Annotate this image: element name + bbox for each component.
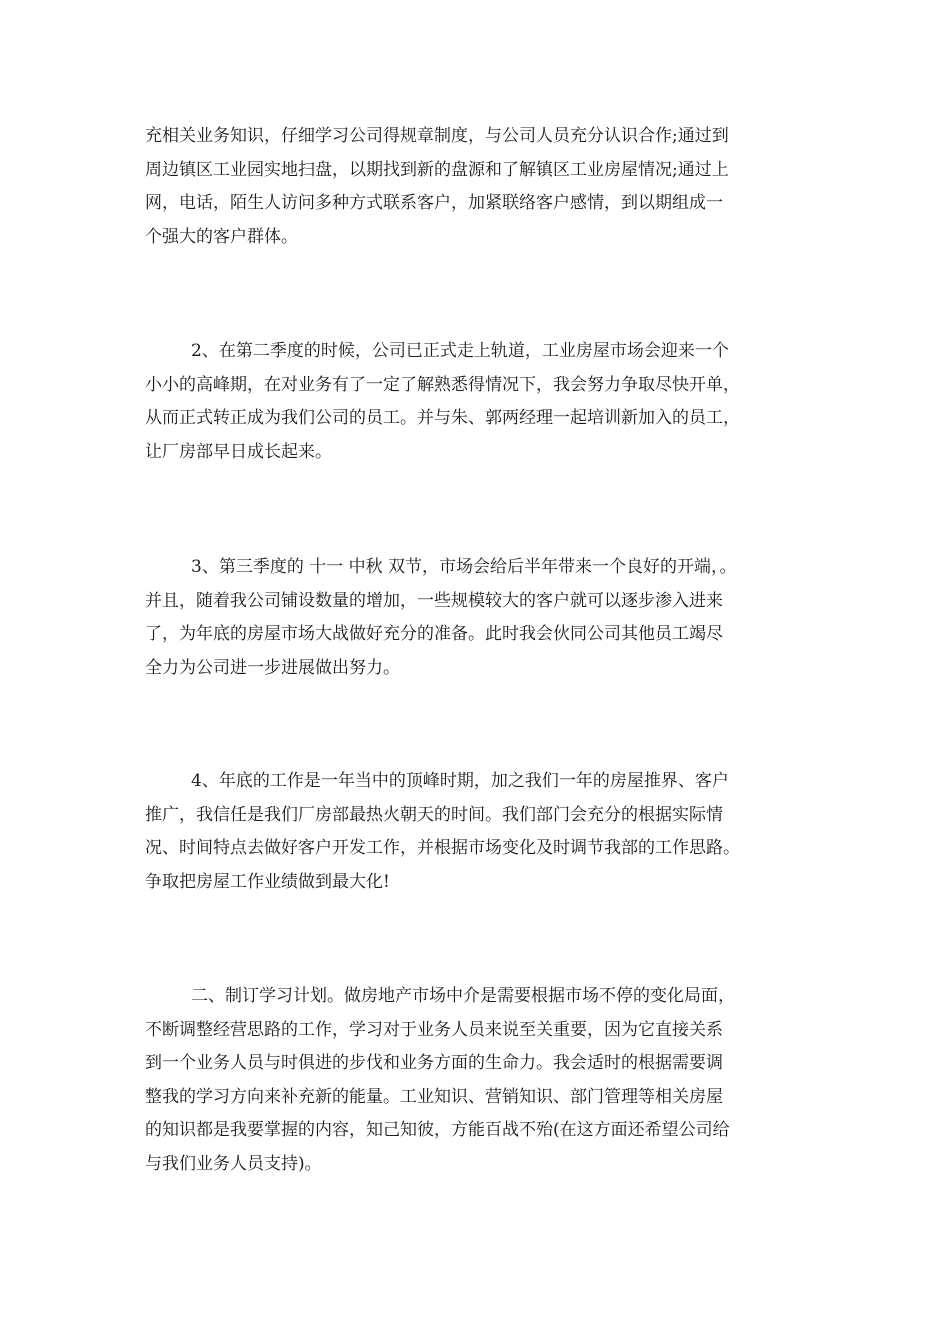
text-line: 小小的高峰期，在对业务有了一定了解熟悉得情况下，我会努力争取尽快开单， bbox=[145, 374, 740, 395]
text-line: 二、制订学习计划。做房地产市场中介是需要根据市场不停的变化局面， bbox=[191, 986, 735, 1006]
text-line: 充相关业务知识，仔细学习公司得规章制度，与公司人员充分认识合作;通过到 bbox=[145, 126, 729, 146]
text-line: 推广，我信任是我们厂房部最热火朝天的时间。我们部门会充分的根据实际情 bbox=[145, 804, 723, 825]
paragraph-third-quarter bbox=[145, 551, 820, 685]
text-line: 争取把房屋工作业绩做到最大化! bbox=[145, 871, 390, 892]
text-line: 整我的学习方向来补充新的能量。工业知识、营销知识、部门管理等相关房屋 bbox=[145, 1086, 723, 1107]
text-line: 从而正式转正成为我们公司的员工。并与朱、郭两经理一起培训新加入的员工， bbox=[145, 408, 740, 428]
text-line: 到一个业务人员与时俱进的步伐和业务方面的生命力。我会适时的根据需要调 bbox=[145, 1053, 723, 1073]
text-line: 3、第三季度的 十一 中秋 双节，市场会给后半年带来一个良好的开端，。 bbox=[191, 557, 737, 577]
text-line: 并且，随着我公司铺设数量的增加，一些规模较大的客户就可以逐步渗入进来 bbox=[145, 590, 723, 611]
text-line: 不断调整经营思路的工作，学习对于业务人员来说至关重要，因为它直接关系 bbox=[145, 1019, 723, 1040]
text-line: 个强大的客户群体。 bbox=[145, 226, 298, 247]
text-line: 2、在第二季度的时候，公司已正式走上轨道，工业房屋市场会迎来一个 bbox=[191, 341, 729, 361]
text-line: 让厂房部早日成长起来。 bbox=[145, 441, 332, 462]
text-line: 周边镇区工业园实地扫盘，以期找到新的盘源和了解镇区工业房屋情况;通过上 bbox=[145, 159, 729, 180]
paragraph-year-end bbox=[145, 765, 820, 899]
text-line: 4、年底的工作是一年当中的顶峰时期，加之我们一年的房屋推界、客户 bbox=[191, 771, 729, 791]
text-line: 网，电话，陌生人访问多种方式联系客户，加紧联络客户感情，到以期组成一 bbox=[145, 193, 723, 213]
text-line: 的知识都是我要掌握的内容，知己知彼，方能百战不殆(在这方面还希望公司给 bbox=[145, 1120, 730, 1140]
paragraph-second-quarter bbox=[145, 335, 820, 469]
text-line: 与我们业务人员支持)。 bbox=[145, 1153, 322, 1174]
text-line: 全力为公司进一步进展做出努力。 bbox=[145, 657, 400, 678]
paragraph-study-plan bbox=[145, 980, 820, 1181]
text-line: 了，为年底的房屋市场大战做好充分的准备。此时我会伙同公司其他员工竭尽 bbox=[145, 624, 723, 644]
paragraph-continuation bbox=[145, 120, 820, 254]
text-line: 况、时间特点去做好客户开发工作，并根据市场变化及时调节我部的工作思路。 bbox=[145, 838, 740, 858]
